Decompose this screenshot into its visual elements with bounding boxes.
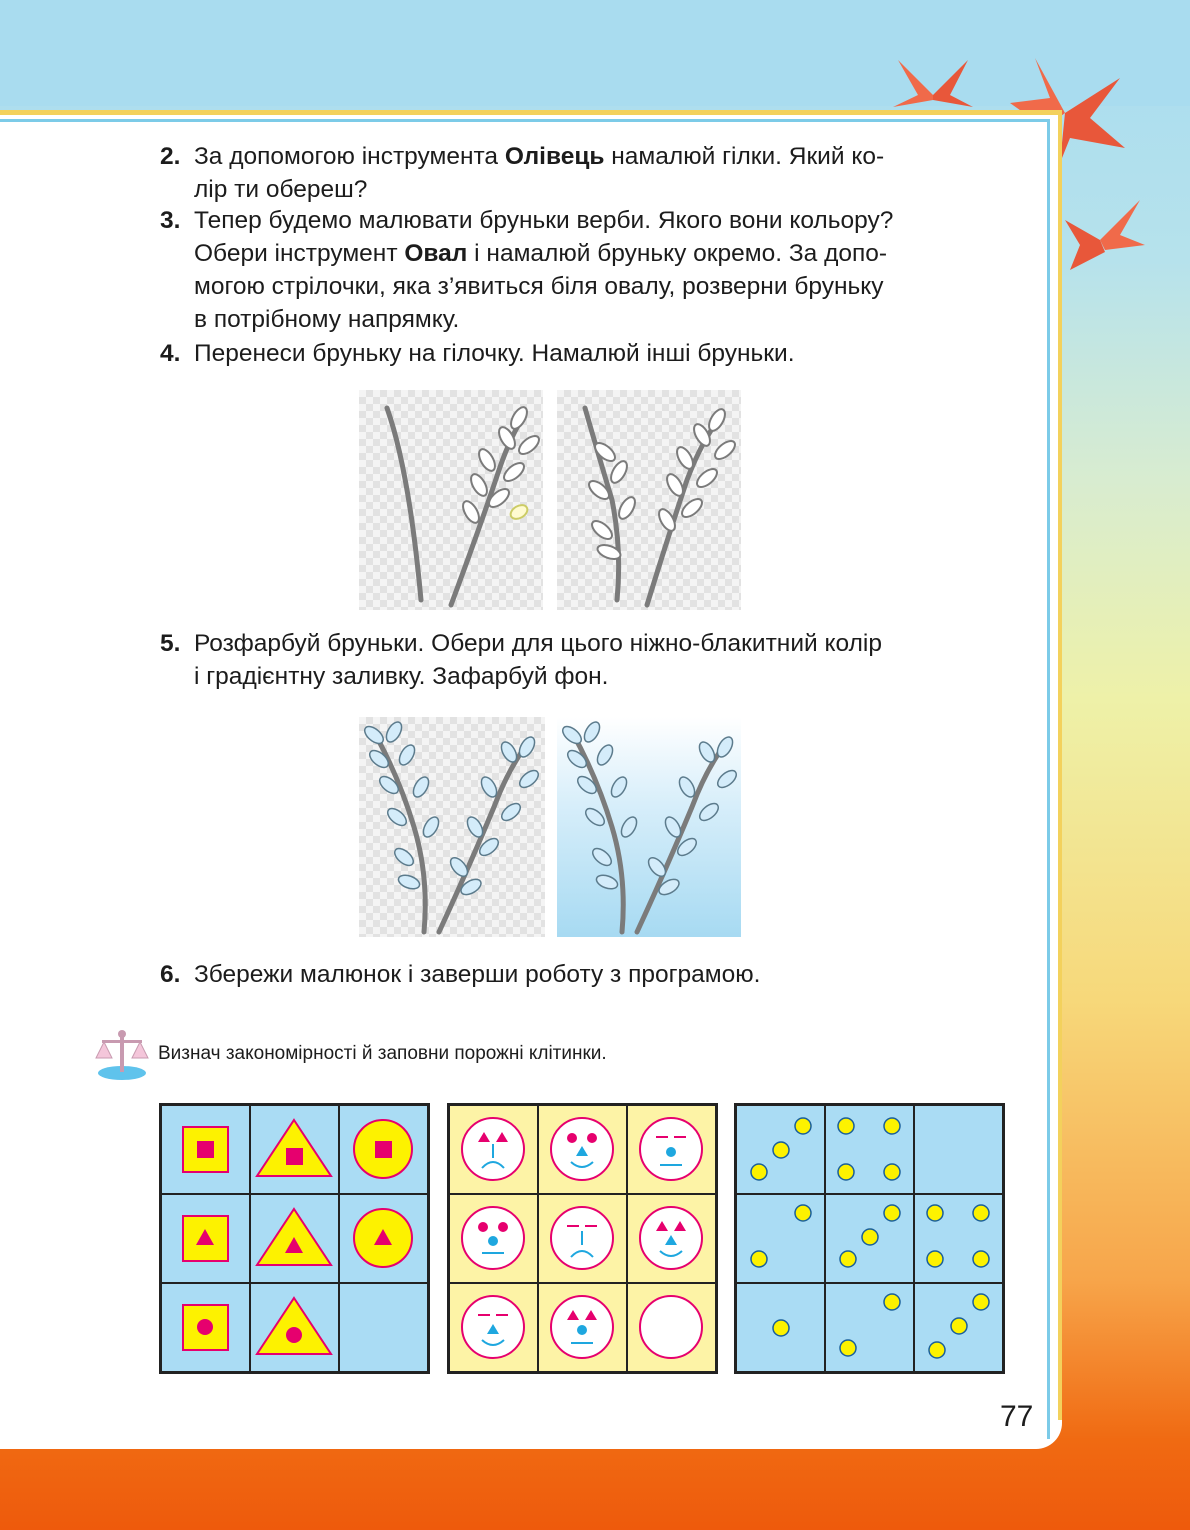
task-text: Обери інструмент bbox=[194, 240, 405, 267]
task-text: і градієнтну заливку. Зафарбуй фон. bbox=[194, 663, 609, 690]
task-text: Розфарбуй бруньки. Обери для цього ніжно-блакитний колір bbox=[194, 630, 882, 657]
grid-cell bbox=[250, 1194, 339, 1283]
grid-cell bbox=[825, 1283, 914, 1372]
empty-cell[interactable] bbox=[339, 1283, 428, 1372]
grid-cell bbox=[161, 1105, 250, 1194]
butterfly-icon bbox=[1060, 200, 1145, 270]
grid-cell bbox=[161, 1194, 250, 1283]
scales-icon bbox=[92, 1028, 152, 1083]
gradient-background-figure bbox=[557, 717, 741, 937]
grid-cell bbox=[449, 1105, 538, 1194]
grid-cell bbox=[627, 1194, 716, 1283]
task-2 bbox=[160, 140, 1020, 206]
divider bbox=[1047, 119, 1050, 1439]
grid-cell bbox=[736, 1105, 825, 1194]
task-number: 2. bbox=[160, 143, 181, 170]
task-3 bbox=[160, 204, 1020, 336]
grid-cell bbox=[538, 1283, 627, 1372]
grid-cell bbox=[339, 1105, 428, 1194]
grid-cell bbox=[627, 1105, 716, 1194]
empty-cell[interactable] bbox=[627, 1283, 716, 1372]
task-text: Збережи малюнок і заверши роботу з програмою. bbox=[194, 961, 761, 988]
grid-cell bbox=[250, 1105, 339, 1194]
grid-cell bbox=[449, 1283, 538, 1372]
face-pattern-grid bbox=[447, 1103, 718, 1374]
grid-cell bbox=[825, 1194, 914, 1283]
grid-cell bbox=[914, 1283, 1003, 1372]
empty-cell[interactable] bbox=[914, 1105, 1003, 1194]
task-5 bbox=[160, 627, 1020, 693]
task-4 bbox=[160, 337, 1020, 370]
grid-cell bbox=[736, 1194, 825, 1283]
tool-name: Олівець bbox=[504, 143, 605, 170]
grid-cell bbox=[538, 1194, 627, 1283]
butterfly-icon bbox=[888, 55, 978, 110]
task-6 bbox=[160, 958, 1020, 991]
colored-buds-figure bbox=[359, 717, 545, 937]
task-text: намалюй гілки. Який ко- bbox=[604, 143, 885, 170]
grid-cell bbox=[161, 1283, 250, 1372]
page-number: 77 bbox=[1000, 1400, 1034, 1433]
task-text: Тепер будемо малювати бруньки верби. Якого вони кольору? bbox=[194, 207, 894, 234]
grid-cell bbox=[825, 1105, 914, 1194]
grid-cell bbox=[538, 1105, 627, 1194]
willow-branch-figure bbox=[359, 390, 543, 610]
tool-name: Овал bbox=[404, 240, 468, 267]
grid-cell bbox=[250, 1283, 339, 1372]
puzzle-instruction: Визнач закономірності й заповни порожні клітинки. bbox=[158, 1043, 607, 1064]
shape-pattern-grid bbox=[159, 1103, 430, 1374]
task-text: могою стрілочки, яка з’явиться біля овалу, розверни бруньку bbox=[194, 273, 884, 300]
task-number: 6. bbox=[160, 961, 181, 988]
task-text: і намалюй бруньку окремо. За допо- bbox=[467, 240, 888, 267]
divider bbox=[0, 119, 1050, 122]
dot-pattern-grid bbox=[734, 1103, 1005, 1374]
task-number: 4. bbox=[160, 340, 181, 367]
grid-cell bbox=[449, 1194, 538, 1283]
task-text: Перенеси бруньку на гілочку. Намалюй інші бруньки. bbox=[194, 340, 795, 367]
task-text: За допомогою інструмента bbox=[194, 143, 505, 170]
grid-cell bbox=[914, 1194, 1003, 1283]
divider bbox=[1058, 110, 1062, 1420]
task-number: 3. bbox=[160, 207, 181, 234]
willow-buds-figure bbox=[557, 390, 741, 610]
grid-cell bbox=[736, 1283, 825, 1372]
task-text: лір ти обереш? bbox=[194, 176, 368, 203]
grid-cell bbox=[339, 1194, 428, 1283]
task-number: 5. bbox=[160, 630, 181, 657]
task-text: в потрібному напрямку. bbox=[194, 306, 460, 333]
